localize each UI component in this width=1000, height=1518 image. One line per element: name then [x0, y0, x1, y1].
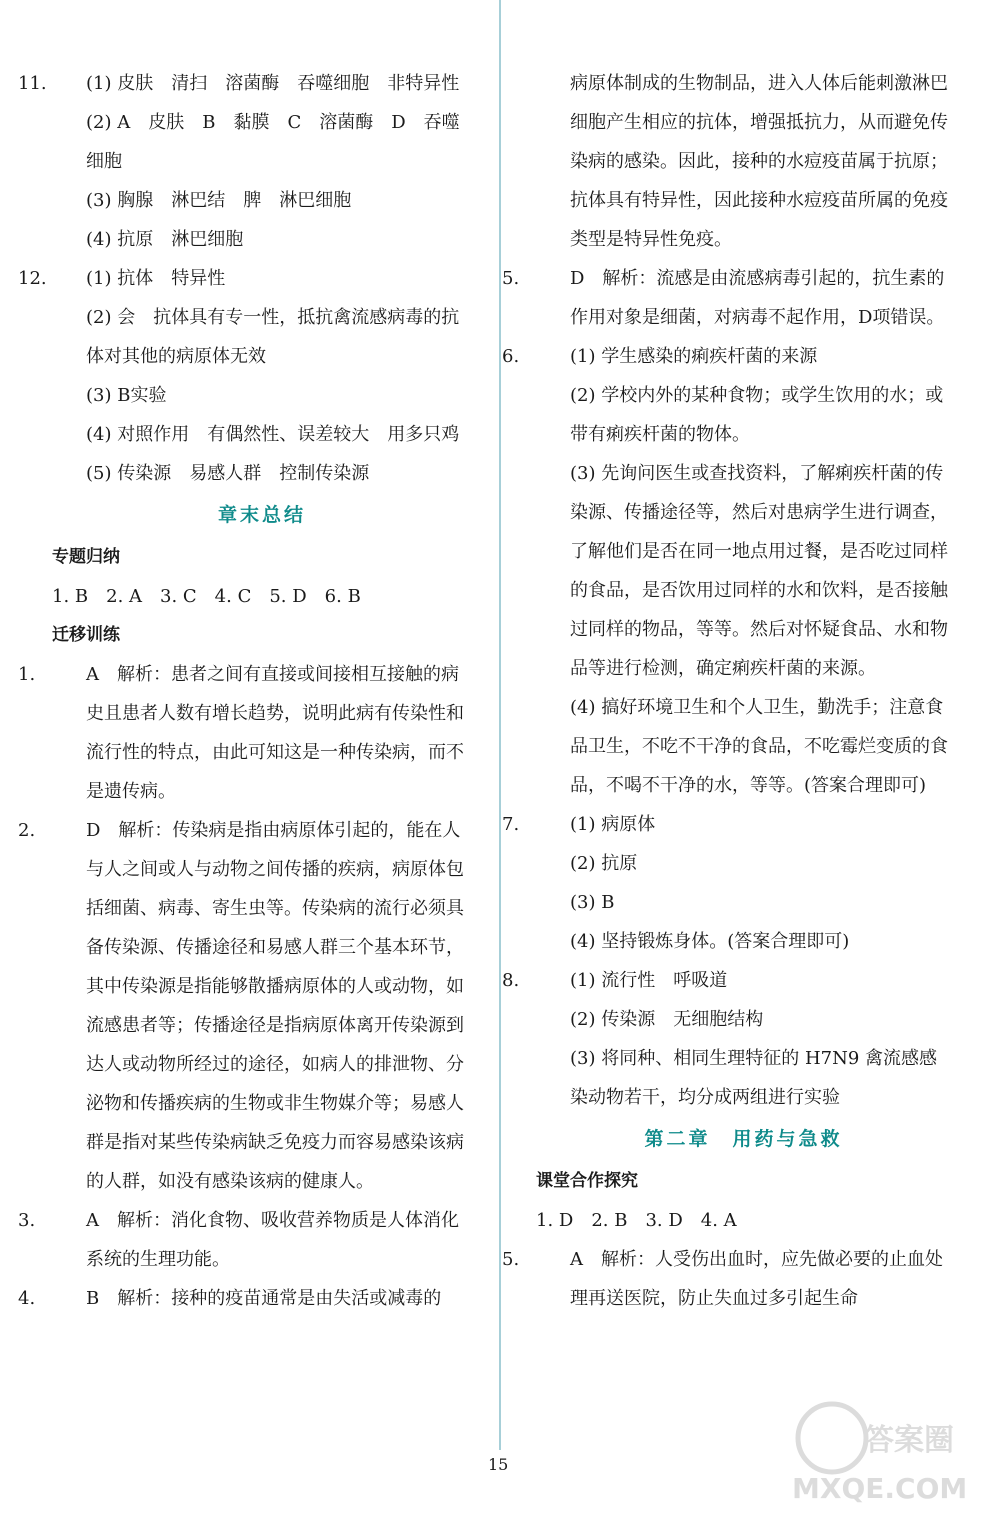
answer-line: 1. D 2. B 3. D 4. A [536, 1210, 737, 1231]
answer-item [502, 1240, 951, 1318]
sub-answer: (2) 会 抗体具有专一性，抵抗禽流感病毒的抗体对其他的病原体无效 [86, 307, 460, 367]
answer-item [502, 805, 951, 844]
subsection-title: 专题归纳 [52, 547, 120, 567]
answer-text: B 解析：接种的疫苗通常是由失活或减毒的 [86, 1288, 442, 1309]
answer-item [502, 961, 951, 1000]
sub-answer: (3) 将同种、相同生理特征的 H7N9 禽流感感染动物若干，均分成两组进行实验 [570, 1048, 938, 1108]
answer-number: 12. [18, 268, 47, 289]
watermark-text-cn: 答案圈 [864, 1423, 954, 1458]
answer-item [18, 259, 472, 298]
answer-text: A 解析：消化食物、吸收营养物质是人体消化系统的生理功能。 [86, 1210, 459, 1270]
answer-number: 5. [502, 268, 520, 289]
continued-text: 病原体制成的生物制品，进入人体后能刺激淋巴细胞产生相应的抗体，增强抵抗力，从而避免传染病的感染。因此，接种的水痘疫苗属于抗原；抗体具有特异性，因此接种水痘疫苗所属的免疫类型是特异性免疫。 [570, 73, 948, 250]
answer-number: 4. [18, 1288, 36, 1309]
answer-line: 1. B 2. A 3. C 4. C 5. D 6. B [52, 586, 361, 607]
sub-answer: (3) B实验 [86, 385, 167, 406]
sub-answer: (2) 抗原 [570, 853, 638, 874]
answer-number: 5. [502, 1249, 520, 1270]
sub-answer: (3) 胸腺 淋巴结 脾 淋巴细胞 [86, 190, 352, 211]
answer-text: D 解析：流感是由流感病毒引起的，抗生素的作用对象是细菌，对病毒不起作用，D项错误。 [570, 268, 945, 328]
answer-item [18, 1279, 472, 1318]
answer-item [18, 64, 472, 103]
sub-answer: (4) 对照作用 有偶然性、误差较大 用多只鸡 [86, 424, 460, 445]
answer-text: (1) 病原体 [570, 814, 656, 835]
answer-text: (1) 抗体 特异性 [86, 268, 226, 289]
answer-text: (1) 流行性 呼吸道 [570, 970, 728, 991]
answer-text: (1) 皮肤 清扫 溶菌酶 吞噬细胞 非特异性 [86, 73, 460, 94]
subsection-title: 迁移训练 [52, 625, 120, 645]
answer-text: A 解析：人受伤出血时，应先做必要的止血处理再送医院，防止失血过多引起生命 [570, 1249, 943, 1309]
column-divider [499, 0, 501, 1450]
sub-answer: (2) 传染源 无细胞结构 [570, 1009, 764, 1030]
answer-item [18, 655, 472, 811]
sub-answer: (3) 先询问医生或查找资料，了解痢疾杆菌的传染源、传播途径等，然后对患病学生进行调查，了解他们是否在同一地点用过餐，是否吃过同样的食品，是否饮用过同样的水和饮料，是否接触过同样的物品，等等。然后对怀疑食品、水和物品等进行检测，确定痢疾杆菌的来源。 [570, 463, 948, 679]
answer-text: (1) 学生感染的痢疾杆菌的来源 [570, 346, 818, 367]
answer-number: 7. [502, 814, 520, 835]
sub-answer: (3) B [570, 892, 615, 913]
watermark-logo [772, 1398, 982, 1508]
answer-text: D 解析：传染病是指由病原体引起的，能在人与人之间或人与动物之间传播的疾病，病原体包括细菌、病毒、寄生虫等。传染病的流行必须具备传染源、传播途径和易感人群三个基本环节，其中传染源是指能够散播病原体的人或动物，如流感患者等；传播途径是指病原体离开传染源到达人或动物所经过的途径，如病人的排泄物、分泌物和传播疾病的生物或非生物媒介等；易感人群是指对某些传染病缺乏免疫力而容易感染该病的人群，如没有感染该病的健康人。 [86, 820, 464, 1192]
answer-text: A 解析：患者之间有直接或间接相互接触的病史且患者人数有增长趋势，说明此病有传染性和流行性的特点，由此可知这是一种传染病，而不是遗传病。 [86, 664, 464, 802]
sub-answer: (4) 坚持锻炼身体。(答案合理即可) [570, 931, 850, 952]
section-heading: 章末总结 [217, 504, 306, 526]
sub-answer: (5) 传染源 易感人群 控制传染源 [86, 463, 370, 484]
section-heading: 第二章 用药与急救 [644, 1128, 843, 1150]
answer-number: 1. [18, 664, 36, 685]
sub-answer: (2) 学校内外的某种食物；或学生饮用的水；或带有痢疾杆菌的物体。 [570, 385, 944, 445]
sub-answer: (4) 搞好环境卫生和个人卫生，勤洗手；注意食品卫生，不吃不干净的食品，不吃霉烂变质的食品，不喝不干净的水，等等。(答案合理即可) [570, 697, 948, 796]
watermark-text-en: MXQE.COM [792, 1472, 968, 1505]
answer-item [18, 811, 472, 1201]
sub-answer: (4) 抗原 淋巴细胞 [86, 229, 244, 250]
answer-number: 3. [18, 1210, 36, 1231]
sub-answer: (2) A 皮肤 B 黏膜 C 溶菌酶 D 吞噬细胞 [86, 112, 460, 172]
answer-item [502, 259, 951, 337]
answer-number: 2. [18, 820, 36, 841]
answer-item [18, 1201, 472, 1279]
answer-number: 8. [502, 970, 520, 991]
page-number: 15 [488, 1455, 509, 1474]
subsection-title: 课堂合作探究 [536, 1171, 638, 1191]
answer-number: 6. [502, 346, 520, 367]
left-column [18, 64, 472, 1318]
answer-item [502, 337, 951, 376]
answer-number: 11. [18, 73, 47, 94]
right-column [502, 64, 951, 1318]
